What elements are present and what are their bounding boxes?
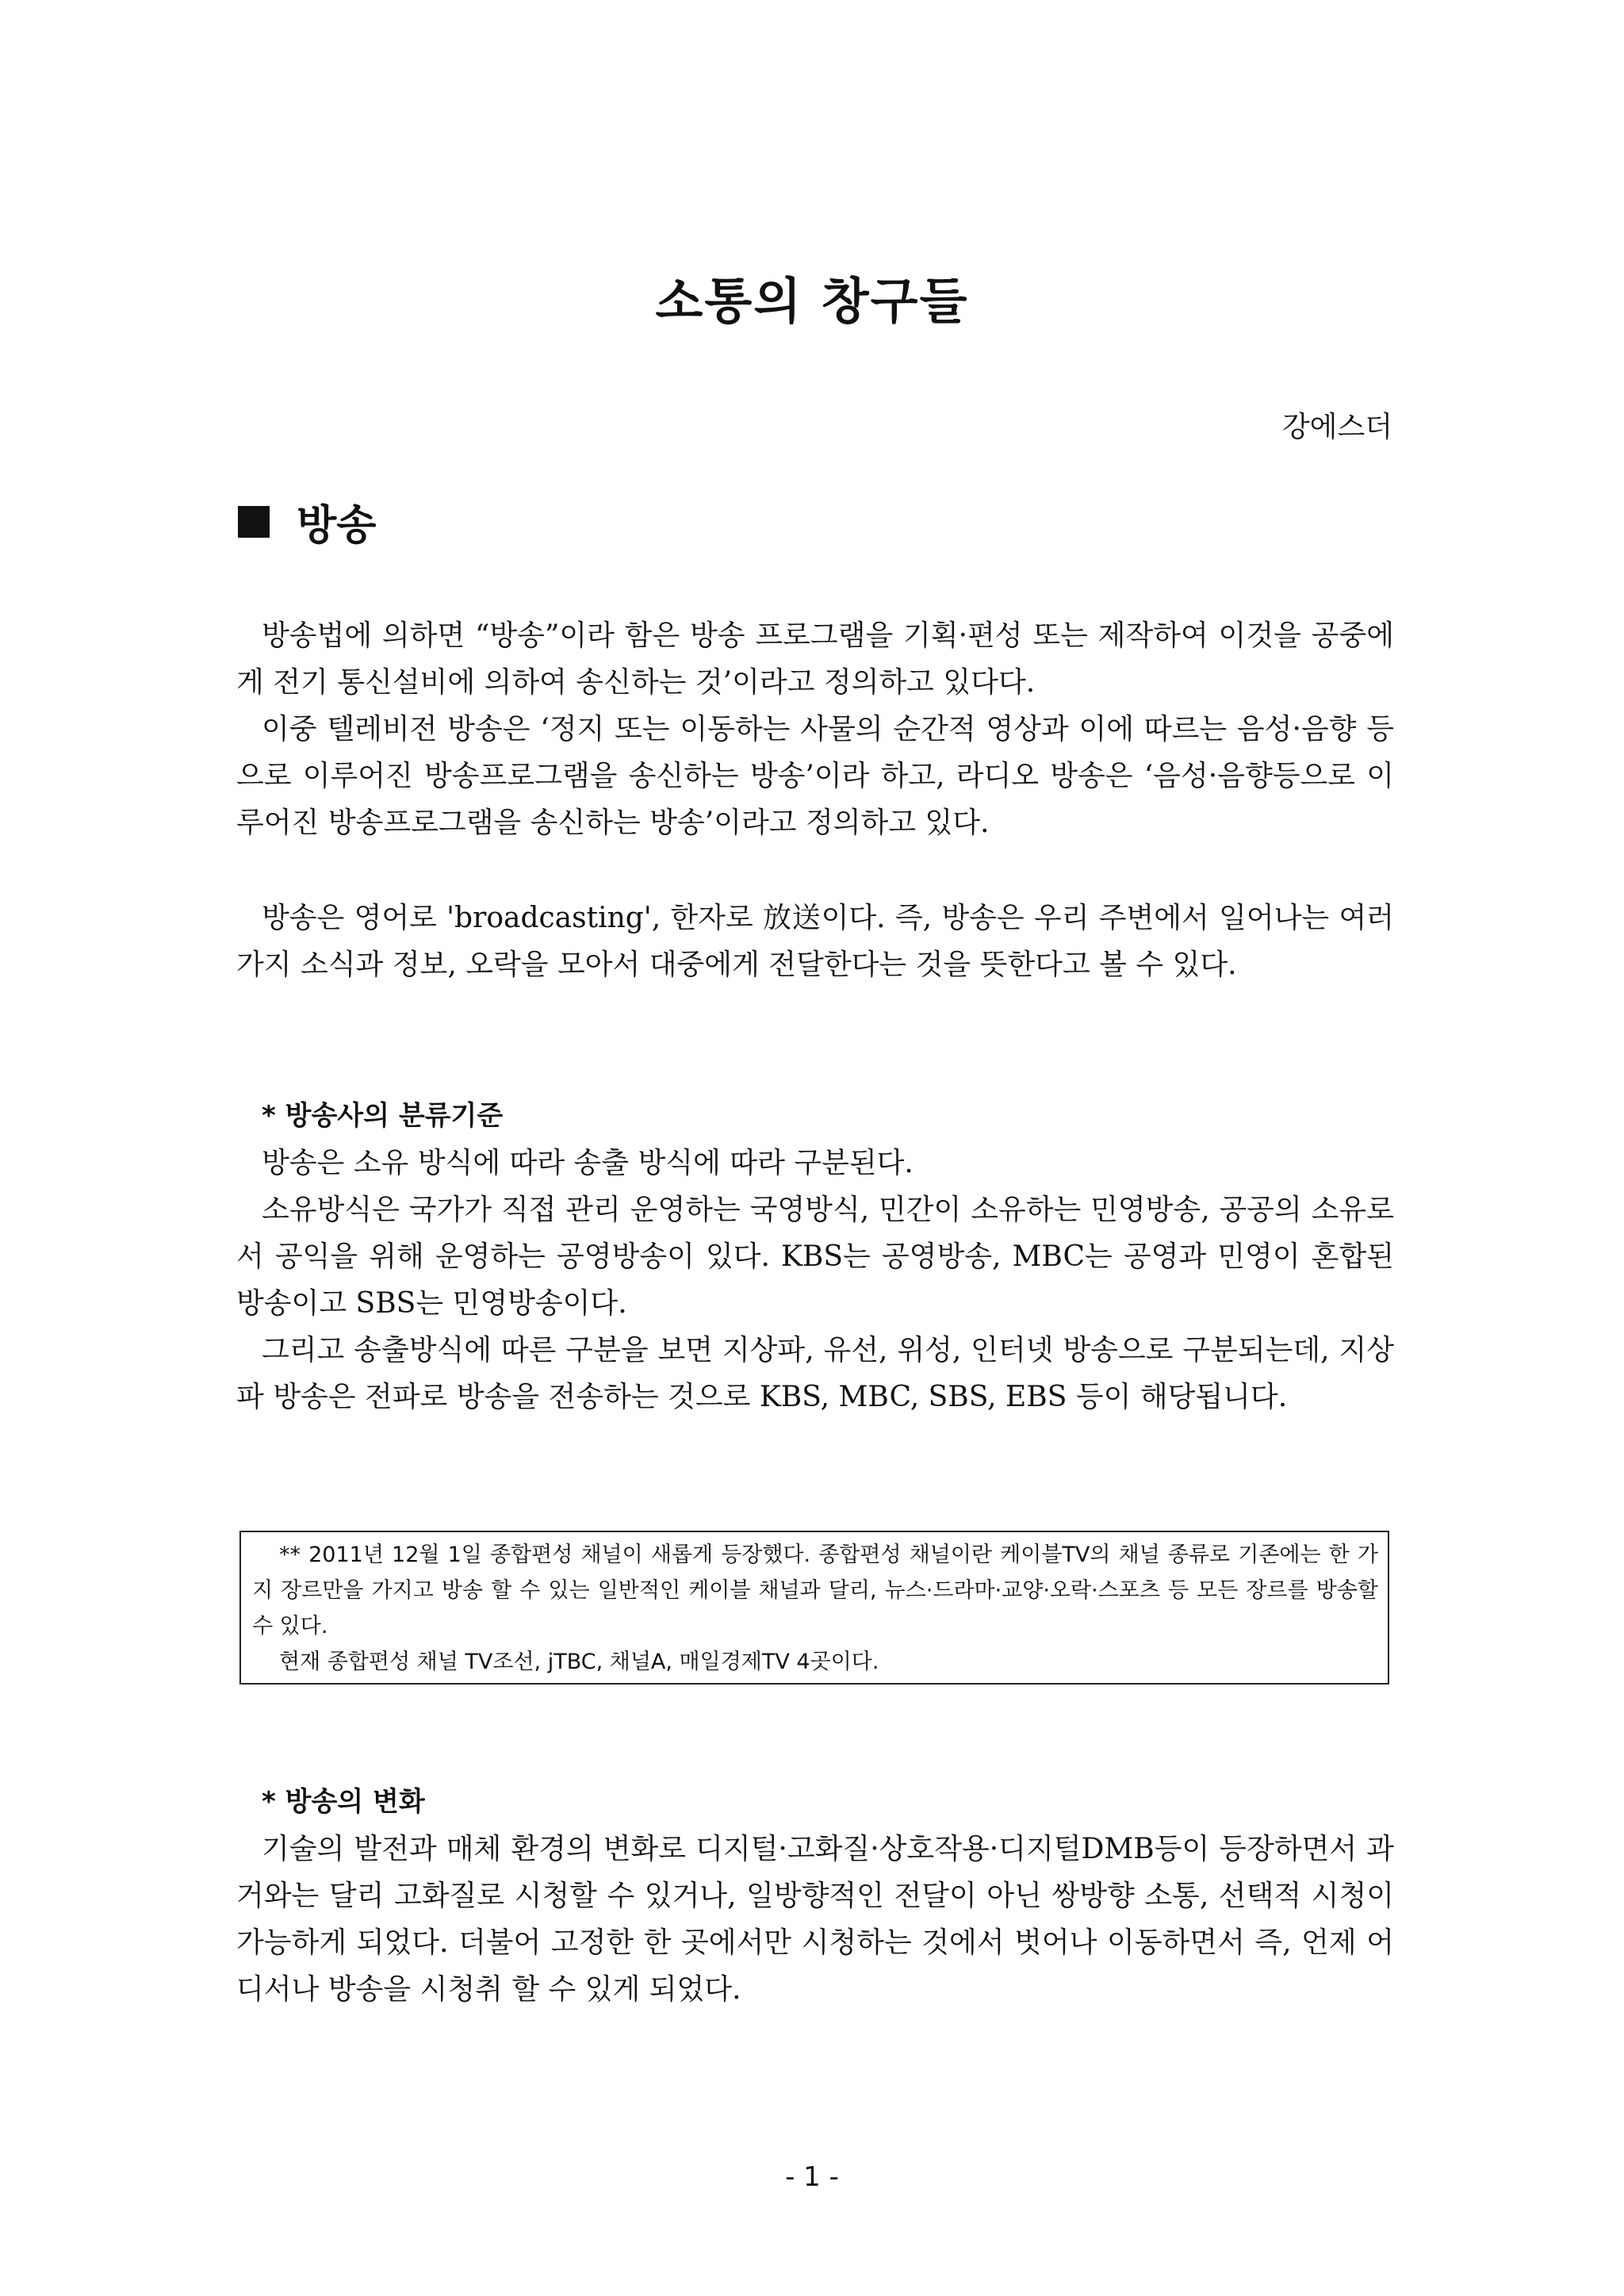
classification-paragraph-3: 그리고 송출방식에 따른 구분을 보면 지상파, 유선, 위성, 인터넷 방송으로 구분되는데, 지상파 방송은 전파로 방송을 전송하는 것으로 KBS, MBC, SBS, EBS 등이 해당됩니다. [236,1334,1394,1413]
note-paragraph-2: 현재 종합편성 채널 TV조선, jTBC, 채널A, 매일경제TV 4곳이다. [279,1650,879,1674]
change-heading: * 방송의 변화 [262,1786,425,1818]
change-paragraph: 기술의 발전과 매체 환경의 변화로 디지털·고화질·상호작용·디지털DMB등이 등장하면서 과거와는 달리 고화질로 시청할 수 있거나, 일방향적인 전달이 아닌 쌍방향 소통, 선택적 시청이 가능하게 되었다. 더불어 고정한 한 곳에서만 시청하는 것에서 벗어나 이동하면서 즉, 언제 어디서나 방송을 시청취 할 수 있게 되었다. [236,1833,1394,2006]
classification-block [236,1093,1394,1420]
meaning-block [236,895,1394,988]
change-block [236,1779,1394,2013]
classification-paragraph-1: 방송은 소유 방식에 따라 송출 방식에 따라 구분된다. [262,1147,914,1179]
classification-heading: * 방송사의 분류기준 [262,1100,504,1132]
note-paragraph-1: ** 2011년 12월 1일 종합편성 채널이 새롭게 등장했다. 종합편성 채널이란 케이블TV의 채널 종류로 기존에는 한 가지 장르만을 가지고 방송 할 수 있는 일반적인 케이블 채널과 달리, 뉴스·드라마·교양·오락·스포츠 등 모든 장르를 방송할 수 있다. [252,1543,1378,1639]
intro-paragraph-1: 방송법에 의하면 “방송”이라 함은 방송 프로그램을 기획·편성 또는 제작하여 이것을 공중에게 전기 통신설비에 의하여 송신하는 것’이라고 정의하고 있다다. [236,619,1394,699]
note-box [239,1531,1389,1685]
section-heading-text: 방송 [297,502,377,550]
page-number: - 1 - [785,2161,839,2193]
document-title: 소통의 창구들 [655,272,969,330]
meaning-paragraph: 방송은 영어로 'broadcasting', 한자로 放送이다. 즉, 방송은 우리 주변에서 일어나는 여러 가지 소식과 정보, 오락을 모아서 대중에게 전달한다는 것을 뜻한다고 볼 수 있다. [236,902,1394,981]
section-heading [238,492,376,551]
square-bullet-icon [238,506,270,538]
author-name: 강에스더 [1281,411,1392,443]
intro-paragraph-2: 이중 텔레비전 방송은 ‘정지 또는 이동하는 사물의 순간적 영상과 이에 따르는 음성·음향 등으로 이루어진 방송프로그램을 송신하는 방송’이라 하고, 라디오 방송은 ‘음성·음향등으로 이루어진 방송프로그램을 송신하는 방송’이라고 정의하고 있다. [236,713,1394,839]
classification-paragraph-2: 소유방식은 국가가 직접 관리 운영하는 국영방식, 민간이 소유하는 민영방송, 공공의 소유로서 공익을 위해 운영하는 공영방송이 있다. KBS는 공영방송, MBC는 공영과 민영이 혼합된 방송이고 SBS는 민영방송이다. [236,1194,1394,1320]
intro-block [236,612,1394,846]
